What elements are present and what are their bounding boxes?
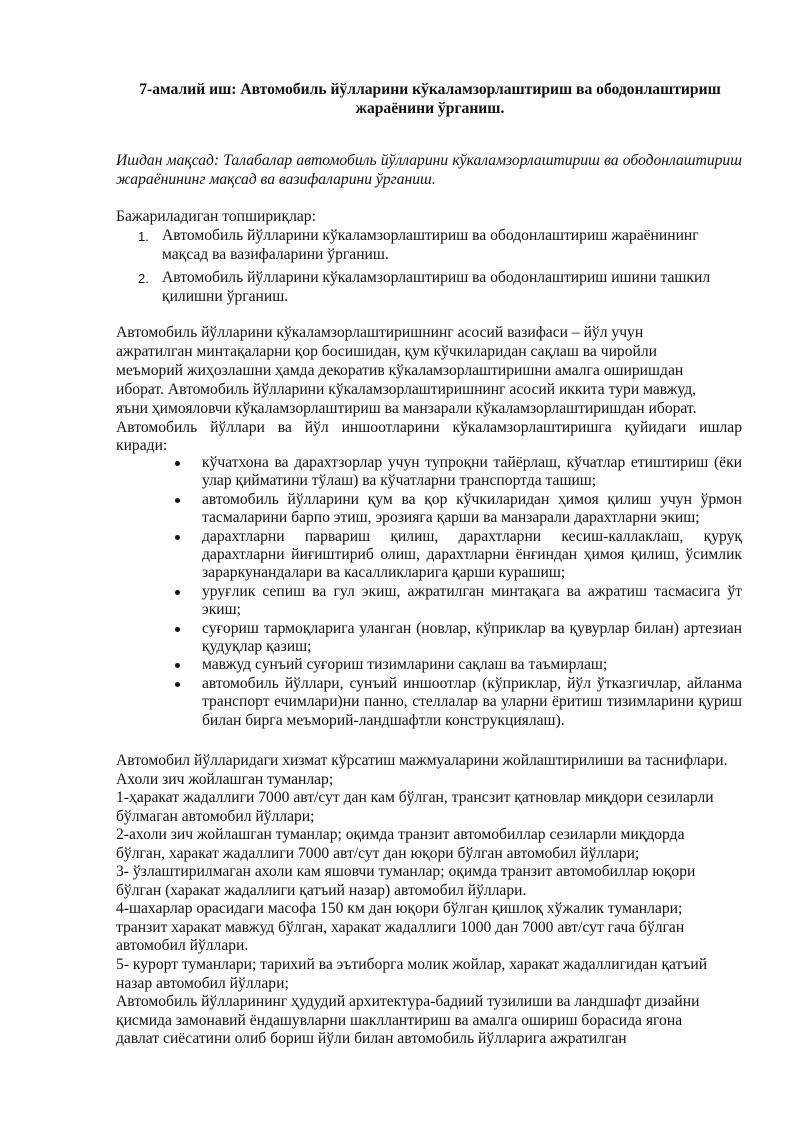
section-line: бўлмаган автомобил йўллари; <box>116 807 315 825</box>
bullet-dot-icon <box>175 461 180 466</box>
section-line: 1-ҳаракат жадаллиги 7000 авт/сут дан кам бўлган, трансзит қатновлар миқдори сезиларли <box>116 789 714 807</box>
service-classification-section <box>116 752 748 1049</box>
task-item <box>116 268 742 306</box>
task-number: 2. <box>138 271 149 286</box>
section-line: 2-ахоли зич жойлашган туманлар; оқимда транзит автомобиллар сезиларли миқдорда <box>116 826 685 844</box>
section-line: автомобил йўллари. <box>116 937 249 955</box>
bullet-dot-icon <box>175 663 180 668</box>
intro-line: яъни ҳимояловчи кўкаламзорлаштириш ва манзарали кўкаламзорлаштиришдан иборат. <box>116 399 697 417</box>
bullet-dot-icon <box>175 682 180 687</box>
tasks-heading: Бажариладиган топшириқлар: <box>116 208 316 225</box>
title-line-1: 7-амалий иш: Автомобиль йўлларини кўкаламзорлаштириш ва ободонлаштириш <box>139 81 721 98</box>
section-line: Автомобил йўлларидаги хизмат кўрсатиш мажмуаларини жойлаштирилиши ва таснифлари. <box>116 752 728 769</box>
intro-line: Автомобиль йўллари ва йўл иншоотларини кўкаламзорлаштиришга қуйидаги ишлар <box>116 418 742 436</box>
bullet-text: мавжуд сунъий суғориш тизимларини сақлаш ва таъмирлаш; <box>202 656 608 674</box>
bullet-text: кўчатхона ва дарахтзорлар учун тупроқни тайёрлаш, кўчатлар етиштириш (ёки улар қийматини тўлаш) ва кўчатларни транспортда ташиш; <box>202 454 742 490</box>
section-line: қисмида замонавий ёндашувларни шакллантириш ва амалга ошириш борасида ягона <box>116 1011 683 1029</box>
intro-line: ажратилган минтақаларни қор босишидан, қум кўчкиларидан сақлаш ва чиройли <box>116 342 657 360</box>
task-text: Автомобиль йўлларини кўкаламзорлаштириш ва ободонлаштириш жараёнининг мақсад ва вазифаларини ўрганиш. <box>162 227 699 263</box>
section-line: 3- ўзлаштирилмаган ахоли кам яшовчи туманлар; оқимда транзит автомобиллар юқори <box>116 863 696 881</box>
bullet-text: автомобиль йўлларини қум ва қор кўчкиларидан ҳимоя қилиш учун ўрмон тасмаларини барпо этиш, эрозияга қарши ва манзарали дарахтларни экиш; <box>202 490 742 527</box>
section-line: 5- курорт туманлари; тарихий ва эътиборга молик жойлар, харакат жадаллигидан қатъий <box>116 956 708 974</box>
section-line: бўлган, харакат жадаллиги 7000 авт/сут дан юқори бўлган автомобил йўллари; <box>116 844 640 862</box>
bullet-item <box>116 656 742 674</box>
bullet-item <box>116 675 742 730</box>
bullet-dot-icon <box>175 498 180 503</box>
bullet-dot-icon <box>175 627 180 632</box>
tasks-list <box>116 226 742 310</box>
intro-line: киради: <box>116 437 168 455</box>
bullet-item <box>116 454 742 491</box>
task-item <box>116 226 742 264</box>
bullet-text: дарахтларни парвариш қилиш, дарахтларни кесиш-каллаклаш, қуруқ дарахтларни йиғиштириб олиш, дарахтларни ёнғиндан ҳимоя қилиш, ўсимлик зараркунандалари ва касалликларига қарши курашиш; <box>202 527 742 582</box>
section-line: 4-шахарлар орасидаги масофа 150 км дан юқори бўлган қишлоқ хўжалик туманлари; <box>116 900 683 918</box>
bullet-text: уруғлик сепиш ва гул экиш, ажратилган минтақага ва ажратиш тасмасига ўт экиш; <box>202 582 742 619</box>
bullet-item <box>116 583 742 620</box>
bullet-item <box>116 620 742 657</box>
section-line: Автомобиль йўлларининг ҳудудий архитектура-бадиий тузилиши ва ландшафт дизайни <box>116 993 700 1011</box>
section-line: транзит харакат мавжуд бўлган, харакат жадаллиги 1000 дан 7000 авт/сут гача бўлган <box>116 918 685 936</box>
section-line: давлат сиёсатини олиб бориш йўли билан автомобиль йўлларига ажратилган <box>116 1030 627 1048</box>
bullet-dot-icon <box>175 535 180 540</box>
bullet-item <box>116 528 742 583</box>
bullet-text: автомобиль йўллари, сунъий иншоотлар (кўприклар, йўл ўтказгичлар, айланма транспорт ечимлари)ни панно, стеллалар ва уларни ёритиш тизимларини қуриш билан бирга меъморий-ландшафтли конструкциялаш). <box>202 674 742 729</box>
task-text: Автомобиль йўлларини кўкаламзорлаштириш ва ободонлаштириш ишини ташкил қилишни ўрганиш. <box>162 269 711 305</box>
intro-line: иборат. Автомобиль йўлларини кўкаламзорлаштиришнинг асосий иккита тури мавжуд, <box>116 380 697 398</box>
document-title <box>110 80 750 118</box>
bullet-dot-icon <box>175 590 180 595</box>
section-line: бўлган (харакат жадаллиги қатъий назар) автомобил йўллари. <box>116 881 527 899</box>
intro-line: Автомобиль йўлларини кўкаламзорлаштиришнинг асосий вазифаси – йўл учун <box>116 324 644 341</box>
bullet-text: суғориш тармоқларига уланган (новлар, кўприклар ва қувурлар билан) артезиан қудуқлар қазиш; <box>202 619 742 656</box>
intro-paragraph <box>116 324 742 456</box>
task-number: 1. <box>138 229 149 244</box>
intro-line: меъморий жиҳозлашни ҳамда декоратив кўкаламзорлаштиришни амалга оширишдан <box>116 361 684 379</box>
section-line: Ахоли зич жойлашган туманлар; <box>116 770 334 788</box>
section-line: назар автомобил йўллари; <box>116 974 289 992</box>
goal-paragraph: Ишдан мақсад: Талабалар автомобиль йўлларини кўкаламзорлаштириш ва ободонлаштириш жараёнининг мақсад ва вазифаларини ўрганиш. <box>116 152 742 188</box>
bullet-item <box>116 491 742 528</box>
works-bullet-list <box>116 454 742 730</box>
title-line-2: жараёнини ўрганиш. <box>355 100 505 117</box>
